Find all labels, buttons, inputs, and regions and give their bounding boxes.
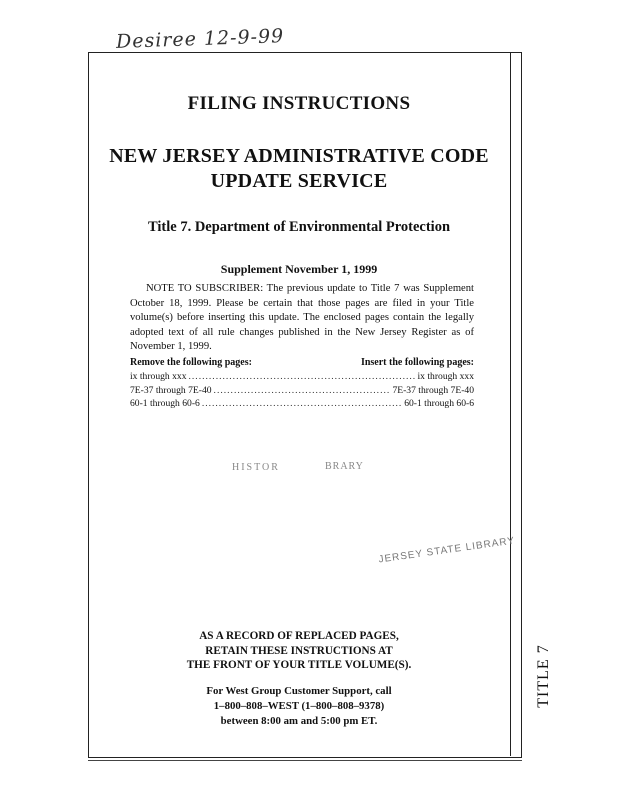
insert-header: Insert the following pages: (360, 357, 474, 368)
code-title-line1: NEW JERSEY ADMINISTRATIVE CODE (109, 145, 489, 167)
support-line: For West Group Customer Support, call (206, 685, 392, 697)
bottom-rule (88, 760, 522, 761)
table-row (130, 370, 474, 384)
leader-dots (189, 370, 416, 384)
title-tab (530, 636, 558, 716)
title-subtitle: Title 7. Department of Environmental Protection (147, 219, 451, 235)
page-replacement-table (130, 356, 474, 411)
remove-header: Remove the following pages: (130, 357, 252, 368)
support-hours: between 8:00 am and 5:00 pm ET. (220, 715, 378, 727)
handwritten-annotation: Desiree 12-9-99 (115, 25, 285, 53)
insert-pages: 7E-37 through 7E-40 (392, 384, 474, 396)
supplement-date: Supplement November 1, 1999 (220, 262, 378, 276)
tab-label: TITLE 7 (535, 644, 552, 708)
tab-divider-line (510, 52, 511, 756)
insert-pages: ix through xxx (417, 371, 474, 382)
library-stamp: JERSEY STATE LIBRARY (377, 535, 516, 566)
library-stamp-fragment: BRARY (325, 461, 364, 472)
record-line: AS A RECORD OF REPLACED PAGES, (199, 630, 399, 642)
table-row (130, 384, 474, 398)
record-line: THE FRONT OF YOUR TITLE VOLUME(S). (186, 659, 412, 671)
leader-dots (214, 384, 391, 398)
filing-instructions-title: FILING INSTRUCTIONS (187, 93, 411, 114)
leader-dots (202, 397, 402, 411)
table-row (130, 397, 474, 411)
record-instructions (88, 629, 510, 673)
code-title (88, 144, 510, 194)
code-title-line2: UPDATE SERVICE (210, 170, 388, 192)
support-phone: 1–800–808–WEST (1–800–808–9378) (213, 700, 385, 712)
remove-pages: 7E-37 through 7E-40 (130, 384, 212, 396)
library-stamp-fragment: HISTOR (232, 462, 280, 473)
remove-pages: 60-1 through 60-6 (130, 398, 200, 409)
customer-support (88, 684, 510, 729)
insert-pages: 60-1 through 60-6 (404, 398, 474, 409)
subscriber-note: NOTE TO SUBSCRIBER: The previous update to Title 7 was Supplement October 18, 1999. Please be certain that those pages are filed in your Title volume(s) before inserting this update. The enclosed pages contain the legally adopted text of all rule changes published in the New Jersey Register as of November 1, 1999. (130, 283, 474, 352)
table-header (130, 356, 474, 370)
remove-pages: ix through xxx (130, 371, 187, 382)
record-line: RETAIN THESE INSTRUCTIONS AT (205, 644, 393, 657)
